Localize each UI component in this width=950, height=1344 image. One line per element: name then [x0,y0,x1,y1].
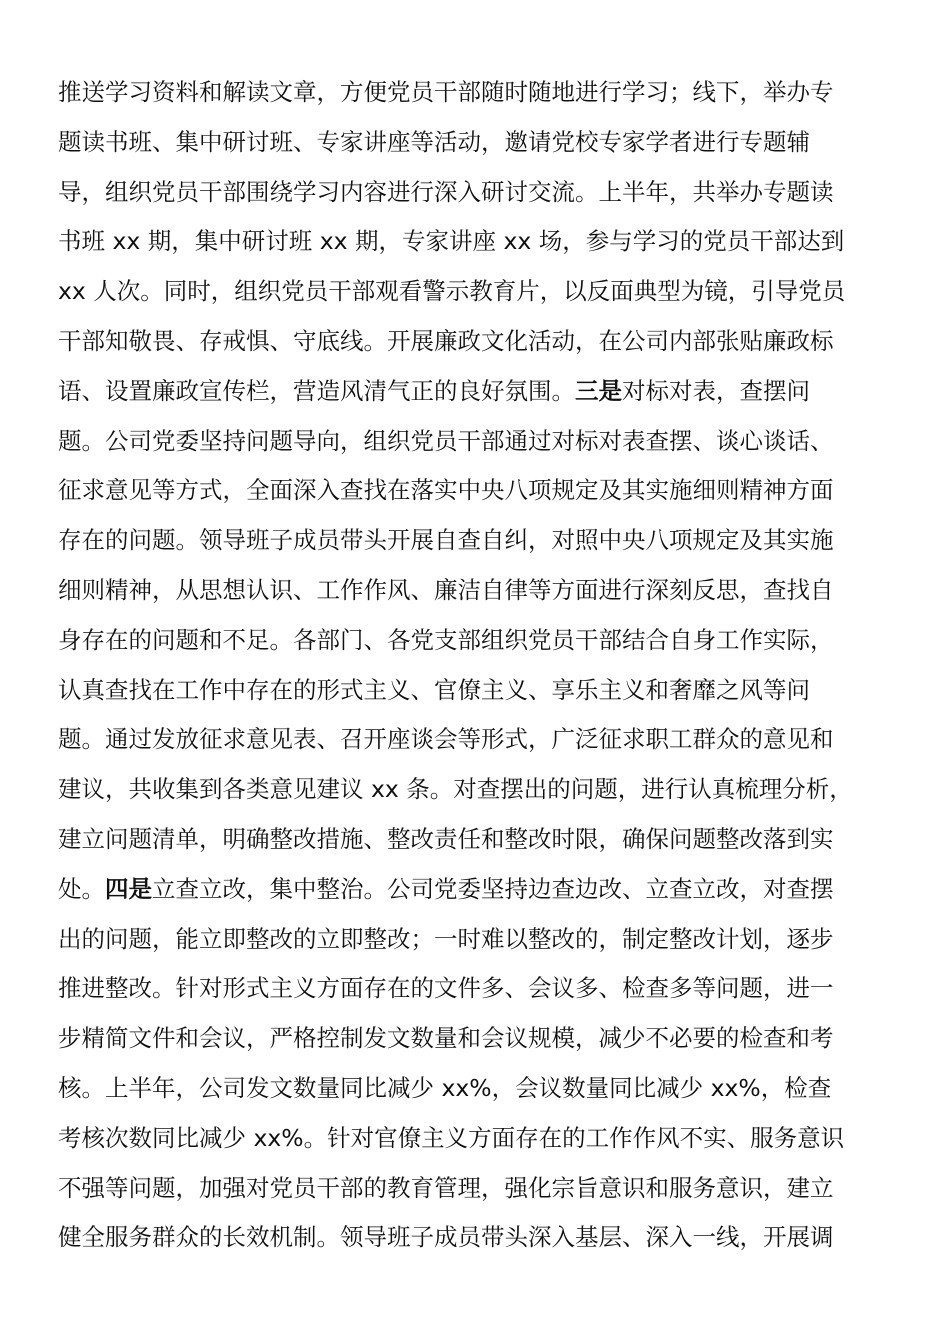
text-segment: 题。公司党委坚持问题导向，组织党员干部通过对标对表查摆、谈心谈话、 [58,426,834,455]
text-segment: 题读书班、集中研讨班、专家讲座等活动，邀请党校专家学者进行专题辅 [58,127,810,156]
text-line [58,915,890,965]
text-line [58,616,890,666]
text-segment: xx 人次。同时，组织党员干部观看警示教育片，以反面典型为镜，引导党员 [58,277,846,306]
text-line [58,68,890,118]
text-segment: 干部知敬畏、存戒惧、守底线。开展廉政文化活动，在公司内部张贴廉政标 [58,326,834,355]
text-segment: 题。通过发放征求意见表、召开座谈会等形式，广泛征求职工群众的意见和 [58,725,834,754]
text-line [58,118,890,168]
text-segment: 步精简文件和会议，严格控制发文数量和会议规模，减少不必要的检查和考 [58,1024,834,1053]
text-line [58,417,890,467]
text-line [58,168,890,218]
text-segment: 身存在的问题和不足。各部门、各党支部组织党员干部结合自身工作实际， [58,625,834,654]
text-segment: 核。上半年，公司发文数量同比减少 xx%，会议数量同比减少 xx%，检查 [58,1073,832,1102]
text-segment: 出的问题，能立即整改的立即整改；一时难以整改的，制定整改计划，逐步 [58,924,834,953]
text-line [58,267,890,317]
text-line [58,666,890,716]
text-segment: 不强等问题，加强对党员干部的教育管理，强化宗旨意识和服务意识，建立 [58,1173,834,1202]
text-line [58,815,890,865]
text-segment: 推送学习资料和解读文章，方便党员干部随时随地进行学习；线下，举办专 [58,78,834,106]
text-segment: 存在的问题。领导班子成员带头开展自查自纠，对照中央八项规定及其实施 [58,526,834,555]
text-line [58,865,890,915]
text-line [58,964,890,1014]
text-segment: 导，组织党员干部围绕学习内容进行深入研讨交流。上半年，共举办专题读 [58,177,834,206]
text-segment: 建议，共收集到各类意见建议 xx 条。对查摆出的问题，进行认真梳理分析， [58,775,853,804]
text-segment: 细则精神，从思想认识、工作作风、廉洁自律等方面进行深刻反思，查找自 [58,575,834,604]
text-line [58,1213,890,1263]
text-segment: 健全服务群众的长效机制。领导班子成员带头深入基层、深入一线，开展调 [58,1223,834,1252]
text-segment: 处。 [58,874,105,903]
text-line [58,317,890,367]
document-body [58,68,890,1263]
text-line [58,566,890,616]
bold-heading-marker: 四是 [105,874,152,903]
text-segment: 建立问题清单，明确整改措施、整改责任和整改时限，确保问题整改落到实 [58,824,834,853]
text-line [58,516,890,566]
text-segment: 推进整改。针对形式主义方面存在的文件多、会议多、检查多等问题，进一 [58,974,834,1003]
bold-heading-marker: 三是 [575,376,622,405]
text-line [58,1114,890,1164]
text-line [58,217,890,267]
text-line [58,1064,890,1114]
text-line [58,1014,890,1064]
text-line [58,466,890,516]
text-line [58,1164,890,1214]
text-line [58,367,890,417]
text-segment: 征求意见等方式，全面深入查找在落实中央八项规定及其实施细则精神方面 [58,476,834,505]
text-line [58,765,890,815]
text-segment: 对标对表，查摆问 [622,376,810,405]
text-segment: 书班 xx 期，集中研讨班 xx 期，专家讲座 xx 场，参与学习的党员干部达到 [58,227,845,256]
text-segment: 立查立改，集中整治。公司党委坚持边查边改、立查立改，对查摆 [152,874,834,903]
text-segment: 语、设置廉政宣传栏，营造风清气正的良好氛围。 [58,376,575,405]
text-segment: 认真查找在工作中存在的形式主义、官僚主义、享乐主义和奢靡之风等问 [58,675,810,704]
text-segment: 考核次数同比减少 xx%。针对官僚主义方面存在的工作作风不实、服务意识 [58,1123,845,1152]
text-line [58,715,890,765]
